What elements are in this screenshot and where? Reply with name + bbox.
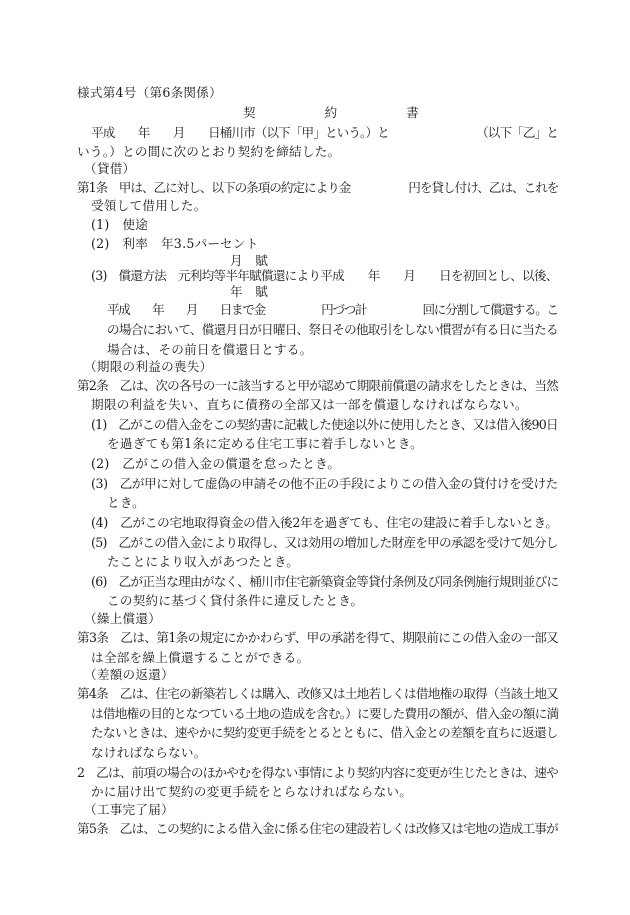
article-2-item-5-cont: たことにより収入があつたとき。 <box>107 554 300 569</box>
article-2-line-1: 第2条 乙は、次の各号の一に該当すると甲が認めて期限前償還の請求をしたときは、当然 <box>77 378 559 393</box>
article-1-item-3: (3) 償還方法 元利均等半年賦償還により平成 年 月 日を初回とし、以後、 <box>91 268 558 283</box>
article-4-paragraph-2-cont: かに届け出て契約の変更手続をとらなければならない。 <box>91 784 413 799</box>
article-1-line-2: 受領して借用した。 <box>91 198 207 213</box>
article-1-cont-2: の場合において、償還月日が日曜日、祭日その他取引をしない慣習が有る日に当たる <box>107 322 558 337</box>
article-1-cont-3: 場合は、その前日を償還日とする。 <box>107 342 313 357</box>
ruby-yearly: 年 賦 <box>230 284 268 299</box>
article-2-caption: （期限の利益の喪失） <box>84 359 213 374</box>
article-5-caption: （工事完了届） <box>84 802 174 817</box>
article-2-item-3: (3) 乙が甲に対して虚偽の申請その他不正の手段によりこの借入金の貸付けを受けた <box>91 476 558 491</box>
form-number: 様式第4号（第6条関係） <box>77 85 222 100</box>
article-4-line-4: なければならない。 <box>91 745 207 760</box>
article-2-item-6-cont: この契約に基づく貸付条件に違反したとき。 <box>107 593 364 608</box>
article-2-item-3-cont: とき。 <box>107 495 146 510</box>
article-2-line-2: 期限の利益を失い、直ちに債務の全部又は一部を償還しなければならない。 <box>91 397 528 412</box>
article-2-item-5: (5) 乙がこの借入金により取得し、又は効用の増加した財産を甲の承認を受けて処分し <box>91 535 558 550</box>
article-2-item-1: (1) 乙がこの借入金をこの契約書に記載した使途以外に使用したとき、又は借入後90日 <box>91 417 558 432</box>
article-4-caption: （差額の返還） <box>84 667 174 682</box>
ruby-monthly: 月 賦 <box>230 253 268 268</box>
article-3-caption: （繰上償還） <box>84 611 162 626</box>
article-2-item-2: (2) 乙がこの借入金の償還を怠ったとき。 <box>91 456 341 471</box>
article-3-line-1: 第3条 乙は、第1条の規定にかかわらず、甲の承諾を得て、期限前にこの借入金の一部又 <box>77 630 559 645</box>
article-2-item-4: (4) 乙がこの宅地取得資金の借入後2年を過ぎても、住宅の建設に着手しないとき。 <box>91 515 558 530</box>
article-5-line-1: 第5条 乙は、この契約による借入金に係る住宅の建設若しくは改修又は宅地の造成工事が <box>77 821 559 836</box>
article-2-item-1-cont: を過ぎても第1条に定める住宅工事に着手しないとき。 <box>107 436 424 451</box>
article-4-paragraph-2: 2 乙は、前項の場合のほかやむを得ない事情により契約内容に変更が生じたときは、速や <box>77 765 559 780</box>
article-2-item-6: (6) 乙が正当な理由がなく、桶川市住宅新築資金等貸付条例及び同条例施行規則並びに <box>91 574 559 589</box>
document-title: 契 約 書 <box>243 105 420 120</box>
preamble-line-2: いう。）との間に次のとおり契約を締結した。 <box>77 144 341 159</box>
article-1-item-1: (1) 使途 <box>91 217 149 232</box>
article-1-line-1: 第1条 甲は、乙に対し、以下の条項の約定により金 円を貸し付け、乙は、これを <box>77 180 559 195</box>
article-1-cont-1: 平成 年 月 日まで金 円づつ計 回に分割して償還する。こ <box>107 302 558 317</box>
article-4-line-1: 第4条 乙は、住宅の新築若しくは購入、改修又は土地若しくは借地権の取得（当該土地又 <box>77 686 559 701</box>
article-4-line-2: は借地権の目的となつている土地の造成を含む。）に要した費用の額が、借入金の額に満 <box>91 706 559 721</box>
preamble-line-1: 平成 年 月 日桶川市（以下「甲」という。）と （以下「乙」と <box>91 125 558 140</box>
article-1-caption: （貸借） <box>84 161 136 176</box>
article-4-line-3: たないときは、速やかに契約変更手続をとるとともに、借入金との差額を直ちに返還し <box>91 725 558 740</box>
article-1-item-2: (2) 利率 年3.5パーセント <box>91 236 259 251</box>
article-3-line-2: は全部を繰上償還することができる。 <box>91 650 310 665</box>
